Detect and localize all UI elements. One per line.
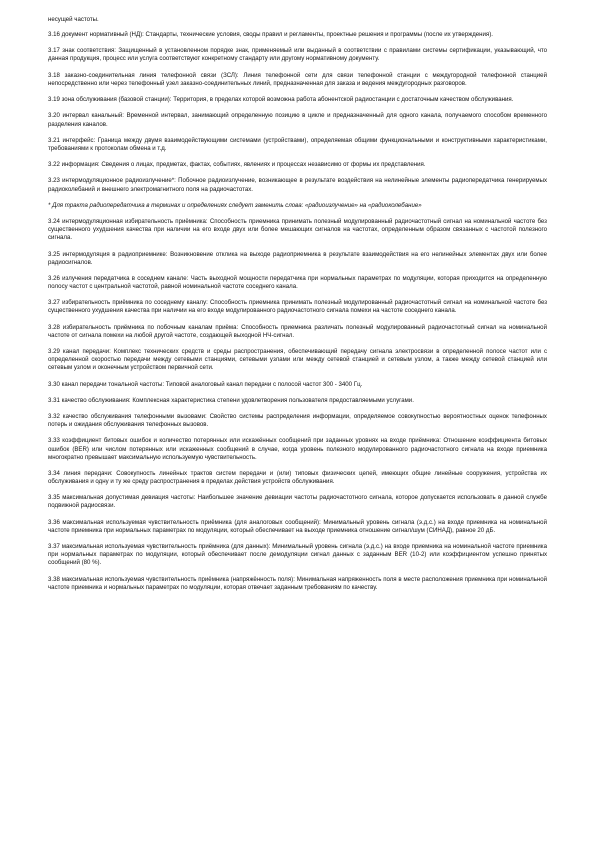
- definition-paragraph: [48, 413, 547, 429]
- defined-term: максимальная используемая чувствительность приёмника (для данных):: [61, 543, 271, 551]
- clause-number: 3.34: [48, 469, 60, 477]
- definition-text: Часть выходной мощности передатчика при нормальных параметрах по модуляции, которая приходится на определенную полосу частот с центральной частотой, равной номинальной частоте соседнего канала.: [48, 274, 547, 291]
- clause-number: 3.30: [48, 380, 60, 388]
- definition-paragraph: [48, 348, 547, 372]
- intro-text: несущей частоты.: [48, 16, 99, 23]
- definition-text: Свойство системы распределения информации, определяемое совокупностью вероятностных оценок телефонных потерь и ожидания обслуживания телефонных вызовов.: [48, 413, 547, 429]
- defined-term: интерфейс:: [62, 136, 96, 144]
- definition-paragraph: [48, 112, 547, 128]
- definition-paragraph: [48, 47, 547, 63]
- definition-text: Минимальная напряженность поля в месте расположения приемника при номинальной частоте приемника и нормальных параметрах по модуляции, которая отвечает заданным требованиям по качеству.: [48, 575, 547, 591]
- definition-paragraph: [48, 177, 547, 193]
- definition-text: Способность приемника различать полезный модулированный радиочастотный сигнал на номинальной частоте от сигнала помехи на любой другой частоте, создающей выходной НЧ-сигнал.: [48, 323, 547, 339]
- definition-text: Комплекс технических средств и среды распространения, обеспечивающий передачу сигнала электросвязи в определенной полосе частот или с определенной скоростью передачи между сетевыми станциями, сетевыми узлами или между сетевой станцией и сетевым узлом, а также между сетевой станцией или сетевым узлом и оконечным устройством первичной сети.: [48, 348, 548, 372]
- definition-paragraph: [48, 324, 547, 340]
- definition-paragraph: [48, 470, 547, 486]
- clause-number: 3.38: [48, 575, 60, 583]
- definition-paragraph: [48, 543, 547, 567]
- definition-paragraph: [48, 251, 547, 267]
- definition-paragraph: [48, 31, 547, 39]
- definition-paragraph: [48, 576, 547, 592]
- defined-term: избирательность приёмника по соседнему каналу:: [62, 299, 208, 307]
- defined-term: интермодуляционная избирательность приёмника:: [62, 218, 208, 226]
- definition-text: Защищенный в установленном порядке знак, применяемый или выданный в соответствии с правилами системы сертификации, указывающий, что данная продукция, процесс или услуга соответствуют конкретному стандарту или другому нормативному документу.: [48, 47, 547, 63]
- defined-term: максимальная допустимая девиация частоты:: [62, 494, 196, 502]
- definition-paragraph: [48, 72, 547, 88]
- defined-term: интермодуляционное радиоизлучение*:: [62, 177, 176, 185]
- defined-term: интермодуляция в радиоприемнике:: [62, 250, 168, 258]
- defined-term: линия передачи:: [63, 469, 113, 477]
- definition-paragraph: [48, 96, 547, 104]
- defined-term: заказно-соединительная линия телефонной связи (ЗСЛ):: [64, 71, 239, 79]
- defined-term: максимальная используемая чувствительность приёмника (для аналоговых сообщений):: [62, 518, 321, 526]
- definition-paragraph: [48, 218, 547, 242]
- definition-paragraph: [48, 397, 547, 405]
- clause-number: 3.21: [48, 136, 60, 144]
- clause-number: 3.17: [48, 47, 60, 55]
- definition-text: Побочное радиоизлучение, возникающее в результате воздействия на нелинейные элементы радиопередатчика генерируемых радиоколебаний и внешнего электромагнитного поля на радиочастотах.: [48, 177, 548, 193]
- definition-text: Линия телефонной сети для связи телефонной станции с междугородной телефонной станцией непосредственно или через телефонный узел заказно-соединительных линий, предназначенная для заказа и ведения междугородных разговоров.: [48, 71, 547, 87]
- defined-term: качество обслуживания телефонными вызовами:: [62, 413, 207, 421]
- defined-term: канал передачи тональной частоты:: [61, 380, 165, 388]
- defined-term: канал передачи:: [62, 348, 111, 356]
- definition-text: Комплексная характеристика степени удовлетворения пользователя предоставляемыми услугами.: [132, 396, 414, 404]
- definition-text: Минимальный уровень сигнала (э.д.с.) на входе приемника на номинальной частоте приемника при нормальных параметрах по модуляции, который обеспечивает после демодуляции сигнал данных с заданным BER (10-2) или коэффициентом успешно принятых сообщений (80 %).: [48, 543, 547, 567]
- definition-text: Наибольшее значение девиации частоты радиочастотного сигнала, которое допускается использовать в данной службе подвижной радиосвязи.: [48, 494, 547, 510]
- clause-number: 3.16: [48, 31, 60, 39]
- footnote-text: * Для тракта радиопередатчика в терминах и определениях следует заменить слова: «радиоизлучение» на «радиоколебание»: [48, 201, 422, 209]
- defined-term: коэффициент битовых ошибок и количество потерянных или искажённых сообщений при заданных уровнях на входе приёмника:: [62, 437, 441, 445]
- defined-term: интервал канальный:: [62, 112, 124, 120]
- definition-text: Способность приемника принимать полезный модулированный радиочастотный сигнал на номинальной частоте без существенного ухудшения качества при наличии на его входе двух или более мешающих сигналов на частотах, определенным образом связанных с частотой полезного сигнала.: [48, 218, 547, 242]
- clause-number: 3.31: [48, 396, 60, 404]
- definition-paragraph: [48, 437, 547, 461]
- definition-paragraph: [48, 381, 547, 389]
- clause-number: 3.24: [48, 218, 60, 226]
- defined-term: качество обслуживания:: [61, 396, 131, 404]
- definition-text: Стандарты, технические условия, своды правил и регламенты, проектные решения и программы (после их утверждения).: [145, 31, 493, 39]
- definition-paragraph: [48, 137, 547, 153]
- defined-term: излучения передатчика в соседнем канале:: [62, 274, 189, 282]
- definition-text: Отношение коэффициента битовых ошибок (BER) или числом потерянных или искаженных сообщений в случае, когда уровень полезного модулированного радиочастотного сигнала на входе приемника многократно превышает максимальную используемую чувствительность.: [48, 437, 547, 461]
- definition-text: Временной интервал, занимающий определенную позицию в цикле и предназначенный для одного канала, получаемого способом временного разделения каналов.: [48, 112, 547, 128]
- clause-number: 3.36: [48, 518, 60, 526]
- defined-term: максимальная используемая чувствительность приёмника (напряжённость поля):: [61, 575, 295, 583]
- definition-paragraph: [48, 519, 547, 535]
- clause-number: 3.33: [48, 437, 60, 445]
- clause-number: 3.27: [48, 299, 60, 307]
- definition-paragraph: [48, 161, 547, 169]
- clause-number: 3.18: [48, 71, 60, 79]
- defined-term: зона обслуживания (базовой станции):: [61, 96, 172, 104]
- clause-number: 3.28: [48, 323, 60, 331]
- definition-text: Способность приемника принимать полезный модулированный радиочастотный сигнал на номинальной частоте без существенного ухудшения качества при наличии на его входе модулированного радиочастотного сигнала помехи на частоте соседнего канала.: [48, 299, 547, 315]
- defined-term: знак соответствия:: [62, 47, 116, 55]
- clause-number: 3.32: [48, 413, 60, 421]
- definition-text: Минимальный уровень сигнала (э.д.с.) на входе приемника на номинальной частоте приемника при нормальных параметрах по модуляции, который обеспечивает на выходе приемника отношение сигнал/шум (СИНАД), равное 20 дБ.: [48, 518, 547, 534]
- clause-number: 3.29: [48, 348, 60, 356]
- definition-text: Совокупность линейных трактов систем передачи и (или) типовых физических цепей, имеющих общие линейные сооружения, устройства их обслуживания и одну и ту же среду распространения в пределах действия устройств обслуживания.: [48, 469, 547, 486]
- definition-text: Граница между двумя взаимодействующими системами (устройствами), определяемая общими функциональными и конструктивными характеристиками, требованиями к протоколам обмена и т.д.: [48, 136, 547, 152]
- clause-number: 3.26: [48, 274, 60, 282]
- clause-number: 3.20: [48, 112, 60, 120]
- paragraph-list: [48, 31, 547, 592]
- clause-number: 3.19: [48, 96, 60, 104]
- clause-number: 3.25: [48, 250, 60, 258]
- footnote-paragraph: [48, 202, 547, 210]
- clause-number: 3.37: [48, 543, 60, 551]
- definition-text: Сведения о лицах, предметах, фактах, событиях, явлениях и процессах независимо от формы их представления.: [101, 161, 426, 169]
- definition-text: Типовой аналоговый канал передачи с полосой частот 300 - 3400 Гц.: [165, 380, 363, 388]
- clause-number: 3.35: [48, 494, 60, 502]
- clause-number: 3.23: [48, 177, 60, 185]
- definition-paragraph: [48, 299, 547, 315]
- clause-number: 3.22: [48, 161, 60, 169]
- defined-term: информация:: [61, 161, 100, 169]
- definition-text: Территория, в пределах которой возможна работа абонентской радиостанции с достаточным качеством обслуживания.: [173, 96, 514, 104]
- definition-paragraph: [48, 494, 547, 510]
- defined-term: избирательность приёмника по побочным каналам приёма:: [62, 323, 239, 331]
- definition-paragraph: [48, 275, 547, 291]
- defined-term: документ нормативный (НД):: [61, 31, 144, 39]
- definition-text: Возникновение отклика на выходе радиоприемника в результате взаимодействия на его нелинейных элементах двух или более радиосигналов.: [48, 250, 547, 266]
